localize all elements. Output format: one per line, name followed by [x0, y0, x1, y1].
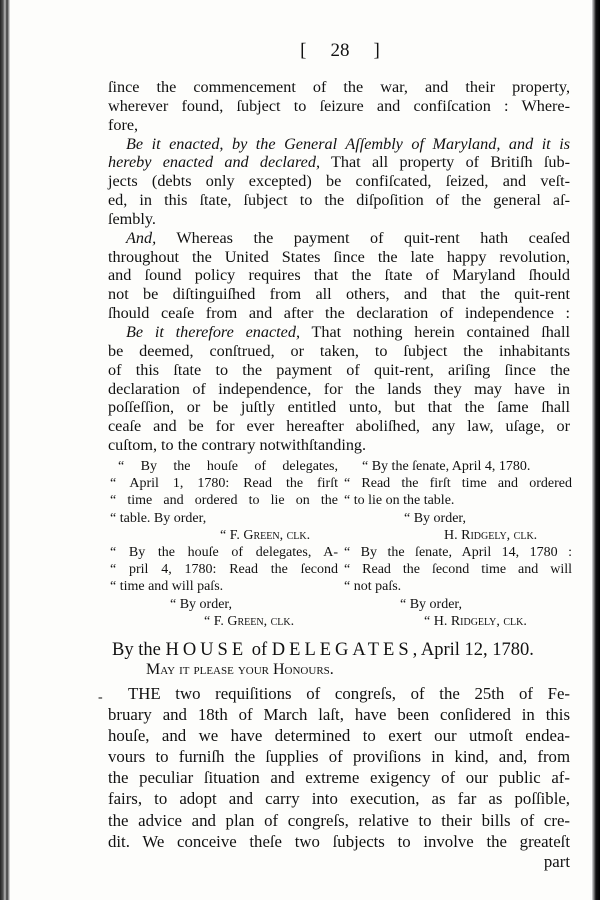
proceeding-line: [110, 561, 338, 578]
text-line: [108, 767, 570, 788]
line-text: declaration of independence, for the lands they may have in: [108, 379, 570, 398]
line-text: poſſeſſion, or be juſtly entitled unto, but that the ſame ſhall: [108, 398, 570, 417]
italic-text: And,: [126, 228, 157, 247]
text-line: [108, 398, 570, 417]
catchword: part: [543, 852, 570, 871]
text-line: [108, 746, 570, 767]
line-text: not be diſtinguiſhed from all others, and that the quit-rent: [108, 285, 570, 304]
line-text: throughout the United States ſince the late happy revolution,: [108, 247, 570, 266]
line-text: “ time and ordered to lie on the: [110, 493, 338, 509]
text-line: [108, 342, 570, 361]
text-line: [108, 172, 570, 191]
address-text: [108, 683, 570, 852]
senate-proceedings-column: [344, 458, 572, 630]
line-text: ſembly.: [108, 209, 156, 228]
text-line: [108, 831, 570, 852]
text-line: [108, 191, 570, 210]
italic-text: Be it enacted, by the General Aſſembly of Maryland, and it is: [126, 134, 570, 153]
italic-text: Be it therefore enacted,: [126, 322, 300, 341]
salutation: May it pleaſe your Honours.: [146, 661, 334, 678]
line-text: fore,: [108, 115, 139, 134]
text-line: [108, 380, 570, 399]
margin-mark: -: [98, 690, 103, 705]
line-text: That nothing herein contained ſhall: [300, 322, 570, 341]
text-line: [108, 683, 570, 704]
book-binding-shadow: [0, 0, 10, 900]
line-text: “ not paſs.: [344, 579, 402, 595]
line-text: ceaſe and be for ever hereafter aboliſhed, any law, uſage, or: [108, 417, 570, 436]
text-line: [108, 97, 570, 116]
text-line: [108, 304, 570, 323]
proceeding-line: [344, 578, 572, 595]
proceeding-line: [344, 510, 572, 527]
line-text: ſhould ceaſe from and after the declaration of independence :: [108, 304, 570, 323]
line-text: “ time and will paſs.: [110, 579, 224, 595]
text-line: [108, 725, 570, 746]
line-text: vours to furniſh the ſupplies of proviſions in kind, and, from: [108, 747, 570, 767]
line-text: “ Read the ſecond time and will: [344, 562, 572, 578]
text-line: [108, 417, 570, 436]
proceeding-line: [110, 596, 338, 613]
line-text: cuſtom, to the contrary notwithſtanding.: [108, 436, 367, 455]
text-line: [108, 788, 570, 809]
proceeding-line: [110, 613, 338, 630]
line-text: That all property of Britiſh ſub-: [320, 153, 570, 172]
proceeding-line: [110, 475, 338, 492]
line-text: “ Read the firſt time and ordered: [344, 476, 572, 492]
act-text: [108, 78, 570, 455]
line-text: “ F. Green, clk.: [204, 613, 295, 629]
text-line: [108, 361, 570, 380]
line-text: “ By order,: [170, 596, 233, 612]
proceeding-line: [110, 544, 338, 561]
line-text: ed, in this ſtate, ſubject to the diſpoſition of the general aſ-: [108, 191, 570, 210]
text-line: [108, 78, 570, 97]
text-line: [108, 436, 570, 455]
text-line: [108, 810, 570, 831]
text-line: [108, 153, 570, 172]
proceeding-line: [344, 544, 572, 561]
page-number-value: 28: [330, 40, 350, 61]
line-text: “ F. Green, clk.: [220, 527, 311, 543]
proceeding-line: [344, 527, 572, 544]
proceeding-line: [110, 492, 338, 509]
proceeding-line: [110, 527, 338, 544]
proceeding-line: [110, 578, 338, 595]
line-text: jects (debts only excepted) be confiſcated, ſeized, and veſt-: [108, 172, 570, 191]
line-text: houſe, and we have determined to exert our utmoſt endea-: [108, 726, 570, 746]
line-text: “ By the houſe of delegates, A-: [110, 544, 338, 560]
line-text: Whereas the payment of quit-rent hath ceaſed: [156, 228, 570, 247]
line-text: ſince the commencement of the war, and their property,: [108, 78, 570, 96]
line-text: “ April 1, 1780: Read the firſt: [110, 476, 338, 492]
line-text: “ to lie on the table.: [344, 493, 455, 509]
page-edge: [592, 0, 600, 900]
italic-text: hereby enacted and declared,: [108, 153, 321, 172]
line-text: “ By the ſenate, April 14, 1780 :: [344, 544, 572, 560]
line-text: be deemed, conſtrued, or taken, to ſubject the inhabitants: [108, 341, 570, 360]
proceeding-line: [344, 475, 572, 492]
text-line: [108, 210, 570, 229]
line-text: the advice and plan of congreſs, relative to their bills of cre-: [108, 810, 570, 830]
proceeding-line: [110, 458, 338, 475]
text-line: [108, 285, 570, 304]
proceeding-line: [110, 510, 338, 527]
house-proceedings-column: [110, 458, 338, 630]
proceeding-line: [344, 492, 572, 509]
line-text: “ By the ſenate, April 4, 1780.: [362, 459, 531, 474]
line-text: “ By the houſe of delegates,: [118, 459, 338, 474]
line-text: “ By order,: [400, 596, 463, 612]
line-text: dit. We conceive theſe two ſubjects to involve the greateſt: [108, 831, 570, 851]
proceeding-line: [344, 458, 572, 475]
line-text: “ pril 4, 1780: Read the ſecond: [110, 562, 338, 578]
text-line: [108, 323, 570, 342]
page-number: [ 28 ]: [300, 40, 380, 61]
line-text: fairs, to adopt and carry into execution, as far as poſſible,: [108, 789, 570, 809]
proceeding-line: [344, 561, 572, 578]
line-text: “ H. Ridgely, clk.: [424, 613, 527, 629]
text-line: [108, 266, 570, 285]
section-heading: By the HOUSE of DELEGATES, April 12, 1780.: [112, 640, 534, 660]
line-text: THE two requiſitions of congreſs, of the 25th of Fe-: [128, 684, 570, 703]
proceeding-line: [344, 613, 572, 630]
line-text: “ By order,: [404, 510, 467, 526]
text-line: [108, 116, 570, 135]
line-text: the peculiar ſituation and extreme exigency of our public af-: [108, 768, 570, 788]
text-line: [108, 704, 570, 725]
line-text: “ table. By order,: [110, 510, 207, 526]
line-text: of this ſtate to the payment of quit-rent, ariſing ſince the: [108, 360, 570, 379]
line-text: H. Ridgely, clk.: [444, 527, 538, 543]
line-text: wherever found, ſubject to ſeizure and confiſcation : Where-: [108, 96, 570, 115]
line-text: and ſound policy requires that the ſtate of Maryland ſhould: [108, 266, 570, 285]
proceeding-line: [344, 596, 572, 613]
line-text: bruary and 18th of March laſt, have been conſidered in this: [108, 705, 570, 725]
text-line: [108, 229, 570, 248]
text-line: [108, 248, 570, 267]
text-line: [108, 135, 570, 154]
